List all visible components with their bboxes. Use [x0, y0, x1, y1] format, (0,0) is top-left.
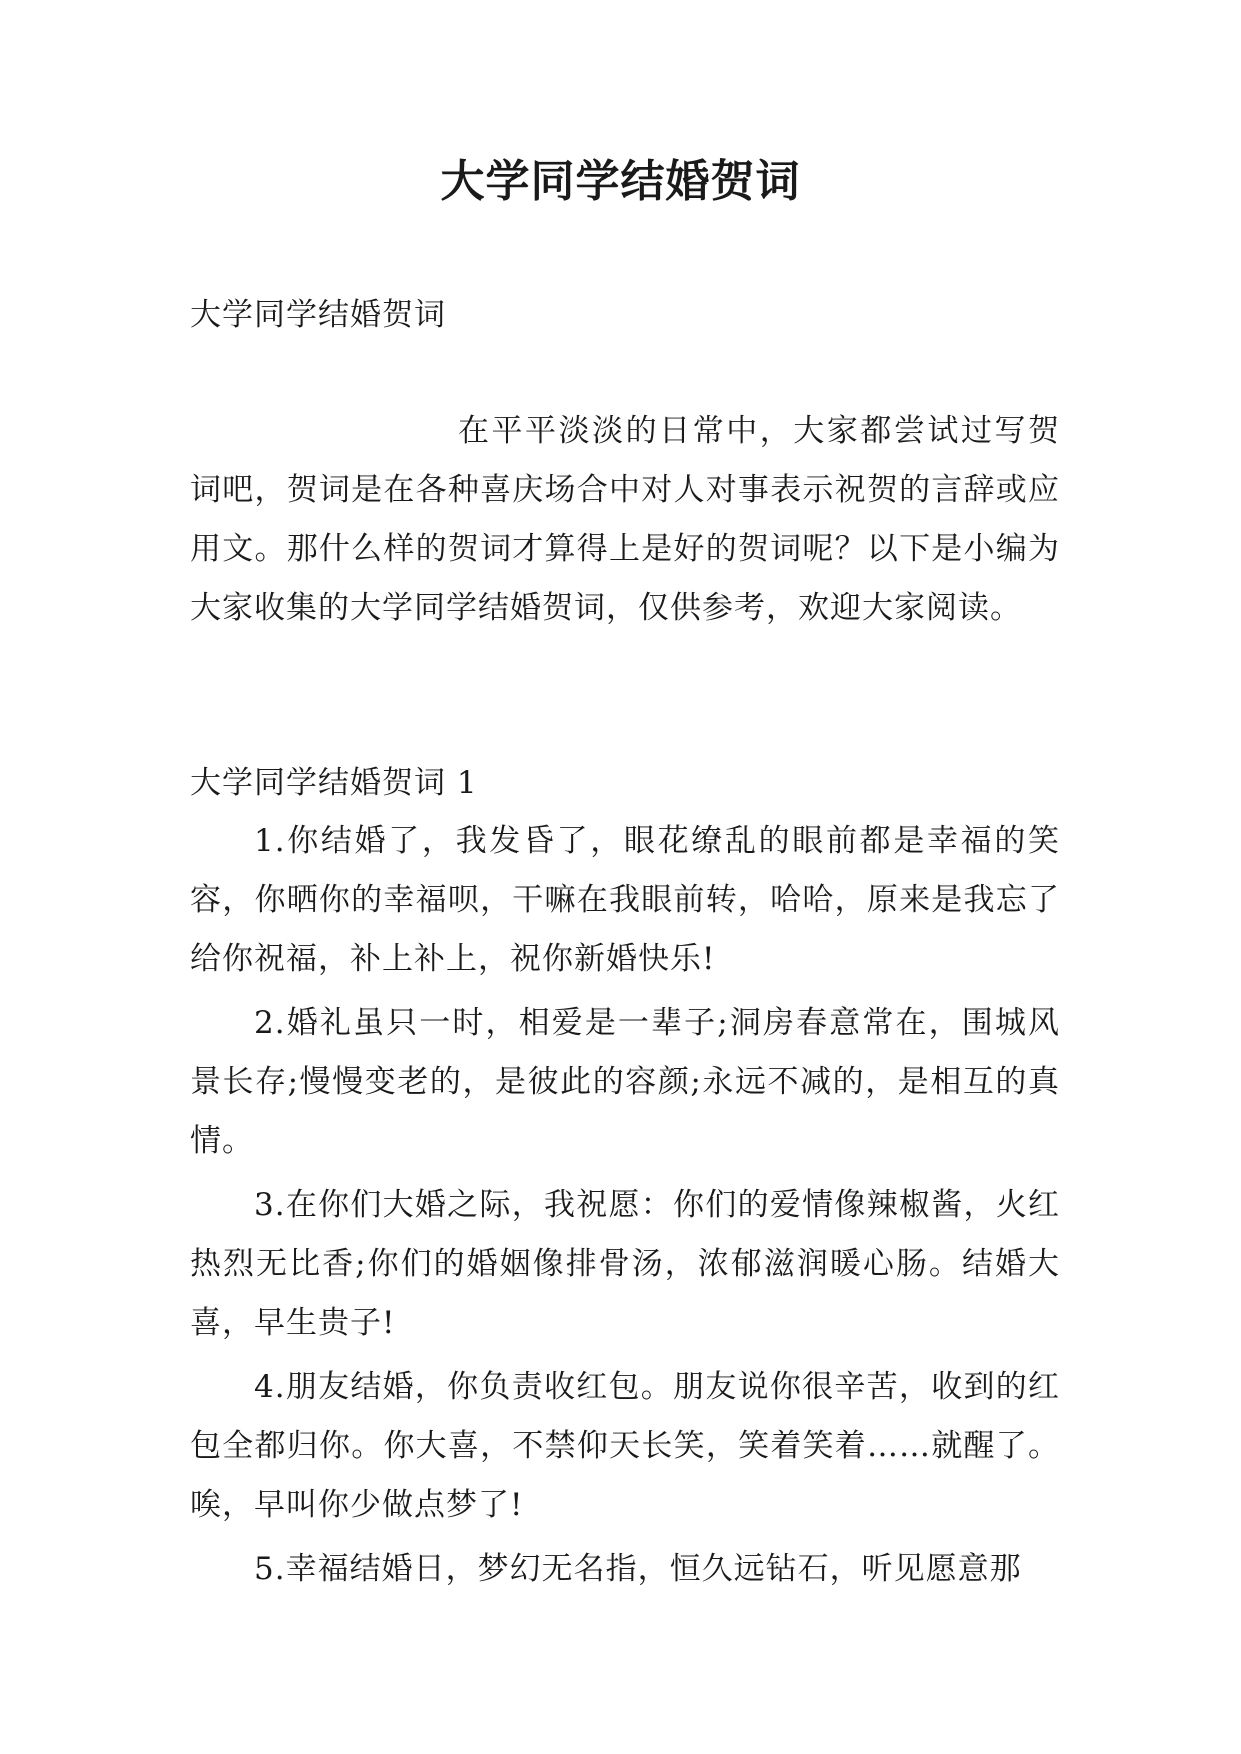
greeting-item: 2.婚礼虽只一时，相爱是一辈子;洞房春意常在，围城风景长存;慢慢变老的，是彼此的容颜;永远不减的，是相互的真情。	[190, 1005, 1060, 1159]
document-subtitle: 大学同学结婚贺词	[190, 297, 446, 333]
greeting-item: 3.在你们大婚之际，我祝愿：你们的爱情像辣椒酱，火红热烈无比香;你们的婚姻像排骨汤，浓郁滋润暖心肠。结婚大喜，早生贵子!	[190, 1187, 1060, 1341]
intro-paragraph: 在平平淡淡的日常中，大家都尝试过写贺词吧，贺词是在各种喜庆场合中对人对事表示祝贺的言辞或应用文。那什么样的贺词才算得上是好的贺词呢？以下是小编为大家收集的大学同学结婚贺词，仅供参考，欢迎大家阅读。	[190, 413, 1060, 626]
greeting-item: 4.朋友结婚，你负责收红包。朋友说你很辛苦，收到的红包全都归你。你大喜，不禁仰天长笑，笑着笑着……就醒了。唉，早叫你少做点梦了!	[190, 1369, 1060, 1523]
document-title: 大学同学结婚贺词	[440, 156, 801, 207]
section-heading: 大学同学结婚贺词 1	[190, 765, 478, 801]
greetings-list	[190, 812, 1060, 1604]
greeting-item: 1.你结婚了，我发昏了，眼花缭乱的眼前都是幸福的笑容，你晒你的幸福呗，干嘛在我眼前转，哈哈，原来是我忘了给你祝福，补上补上，祝你新婚快乐!	[190, 823, 1060, 977]
greeting-item: 5.幸福结婚日，梦幻无名指，恒久远钻石，听见愿意那	[254, 1551, 1022, 1587]
